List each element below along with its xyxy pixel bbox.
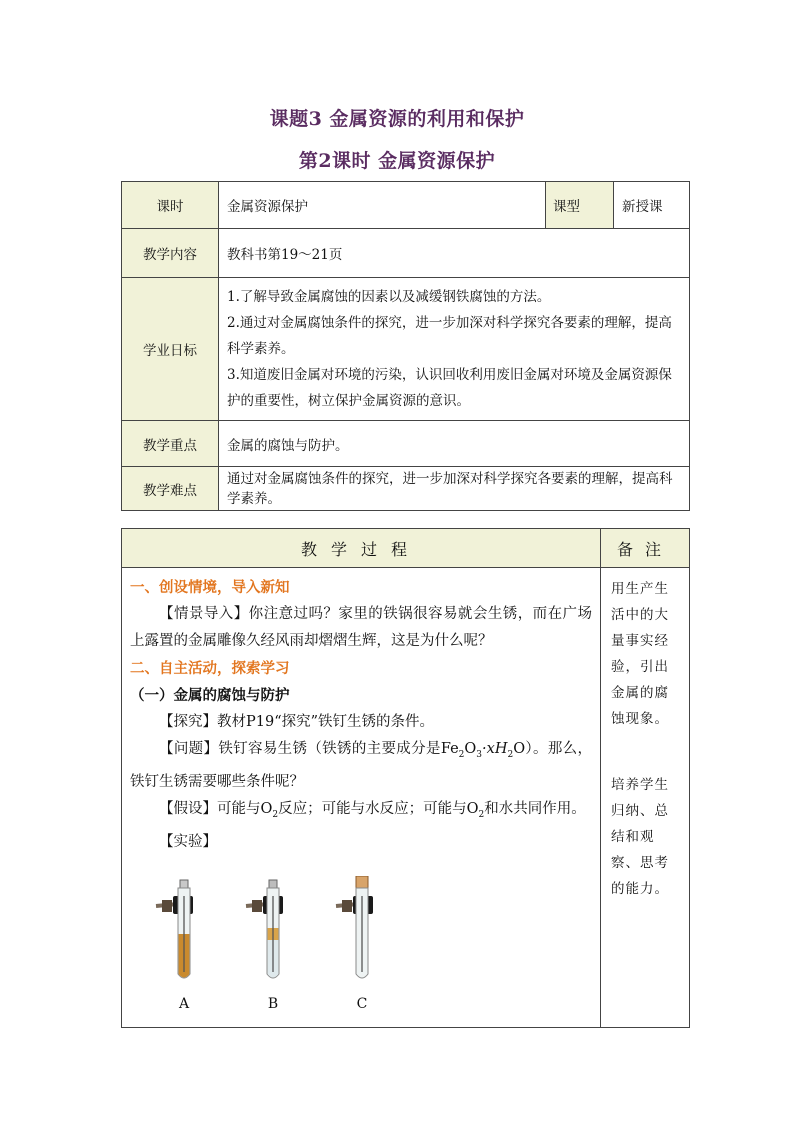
- hypothesis-text: 和水共同作用。: [484, 800, 586, 817]
- note-line: 金属的腐: [611, 685, 669, 701]
- goal-item: 3.知道废旧金属对环境的污染，认识回收利用废旧金属对环境及金属资源保护的重要性，树立保护金属资源的意识。: [227, 367, 672, 409]
- notes-column: [601, 568, 690, 1028]
- formula-part: 2: [458, 749, 465, 760]
- note-line: 的能力。: [611, 881, 669, 897]
- tube-label-b: B: [267, 996, 279, 1012]
- note-block-2: [611, 772, 685, 902]
- difficult-value: 通过对金属腐蚀条件的探究，进一步加深对科学探究各要素的理解，提高科学素养。: [219, 467, 690, 511]
- difficult-label: 教学难点: [122, 467, 219, 511]
- subscript: 2: [478, 809, 485, 820]
- page-title: 课题3 金属资源的利用和保护: [269, 108, 525, 130]
- clamp-joint: [342, 900, 352, 912]
- row-period: [122, 182, 690, 229]
- clamp-joint: [162, 900, 172, 912]
- content-label: 教学内容: [122, 229, 219, 278]
- hypothesis-text: 反应；可能与水反应；可能与O: [278, 800, 479, 817]
- key-label: 教学重点: [122, 421, 219, 467]
- formula-part: O: [464, 741, 477, 757]
- test-tube-b: [246, 880, 283, 978]
- note-line: 验，引出: [611, 659, 669, 675]
- explore-paragraph: 【探究】教材P19“探究”铁钉生锈的条件。: [159, 714, 435, 730]
- lesson-info-table: [121, 181, 690, 511]
- formula-part: Fe: [440, 741, 459, 757]
- period-label: 课时: [122, 182, 219, 229]
- key-value: 金属的腐蚀与防护。: [219, 421, 690, 467]
- row-difficult: [122, 467, 690, 511]
- note-line: 培养学生: [611, 777, 669, 793]
- test-tube-a: [156, 880, 193, 978]
- page-subtitle: 第2课时 金属资源保护: [298, 150, 496, 172]
- scene-paragraph: 【情景导入】你注意过吗？家里的铁锅很容易就会生锈，而在广场上露置的金属雕像久经风雨却熠熠生辉，这是为什么呢？: [130, 606, 592, 649]
- process-header-row: [122, 529, 690, 568]
- formula-part: ·xH: [482, 741, 508, 757]
- test-tube-figure: [152, 876, 412, 1016]
- row-goals: [122, 278, 690, 421]
- note-line: 归纳、总: [611, 803, 669, 819]
- note-line: 用生产生: [611, 581, 669, 597]
- note-line: 蚀现象。: [611, 711, 669, 727]
- note-line: 结和观: [611, 829, 655, 845]
- formula-part: 3: [476, 749, 483, 760]
- clamp-joint: [252, 900, 262, 912]
- rust-formula: [440, 741, 526, 760]
- formula-part: 2: [507, 749, 514, 760]
- section-heading: 二、自主活动，探索学习: [130, 660, 290, 677]
- type-value: 新授课: [614, 182, 690, 229]
- test-tubes-illustration: [152, 876, 412, 996]
- goal-item: 1.了解导致金属腐蚀的因素以及减缓钢铁腐蚀的方法。: [227, 289, 551, 305]
- note-line: 量事实经: [611, 633, 669, 649]
- question-text: 【问题】铁钉容易生锈（铁锈的主要成分是: [159, 741, 441, 757]
- process-body-row: [122, 568, 690, 1028]
- notes-header: 备注: [601, 529, 690, 568]
- formula-part: O: [513, 741, 526, 757]
- goals-label: 学业日标: [122, 278, 219, 421]
- content-value: 教科书第19～21页: [219, 229, 690, 278]
- teaching-process-table: [121, 528, 690, 1028]
- goal-item: 2.通过对金属腐蚀条件的探究，进一步加深对科学探究各要素的理解，提高科学素养。: [227, 315, 672, 357]
- period-value: 金属资源保护: [219, 182, 546, 229]
- hypothesis-paragraph: [130, 796, 592, 829]
- tube-label-a: A: [178, 996, 190, 1012]
- test-tube-c: [336, 876, 373, 978]
- type-label: 课型: [546, 182, 614, 229]
- subsection-heading: （一）金属的腐蚀与防护: [130, 687, 290, 704]
- subscript: 2: [272, 809, 279, 820]
- note-line: 活中的大: [611, 607, 669, 623]
- process-content: [122, 568, 601, 1028]
- note-block-1: [611, 576, 685, 732]
- process-header: 教学过程: [122, 529, 601, 568]
- row-content: [122, 229, 690, 278]
- experiment-heading: 【实验】: [159, 833, 217, 850]
- tube-label-c: C: [356, 996, 368, 1012]
- goals-value: [219, 278, 690, 421]
- note-line: 察、思考: [611, 855, 669, 871]
- hypothesis-text: 【假设】可能与O: [159, 800, 273, 817]
- section-heading: 一、创设情境，导入新知: [130, 579, 290, 596]
- row-key: [122, 421, 690, 467]
- question-text: ）。那么，铁钉生锈需要哪些条件呢？: [130, 741, 593, 790]
- question-paragraph: [130, 736, 592, 796]
